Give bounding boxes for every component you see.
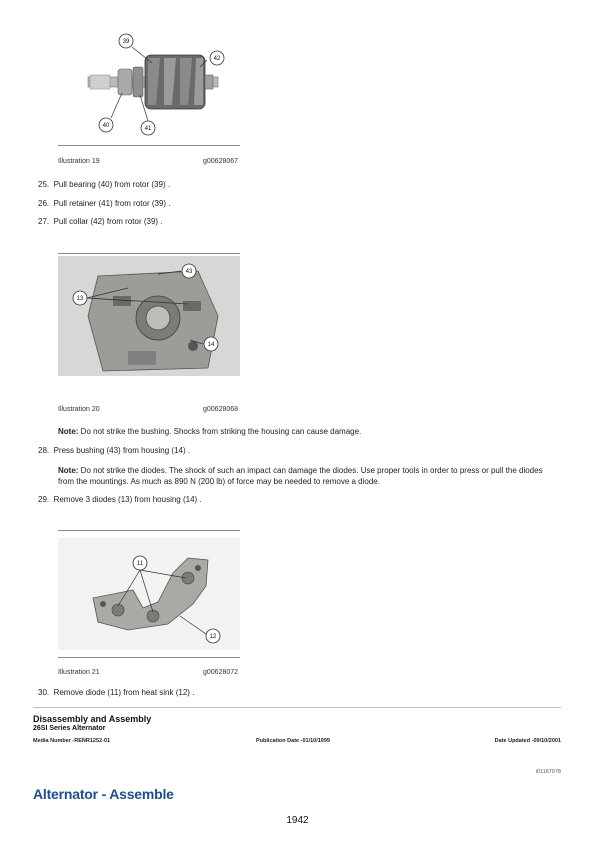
illustration-21-top-rule — [58, 530, 240, 531]
callout-43: 43 — [185, 269, 193, 275]
media-number: Media Number -RENR1252-01 — [33, 738, 111, 744]
callout-12: 12 — [209, 634, 217, 640]
illustration-20-code: g00628068 — [203, 406, 239, 413]
illustration-21-label: Illustration 21 — [58, 669, 100, 676]
section-subtitle: 26SI Series Alternator — [33, 725, 106, 732]
illustration-19-code: g00628067 — [203, 158, 239, 165]
step-27: 27. Pull collar (42) from rotor (39) . — [38, 217, 163, 226]
callout-11: 11 — [136, 561, 144, 567]
illustration-20-callouts — [58, 256, 240, 376]
callout-14: 14 — [207, 342, 215, 348]
illustration-20-label: Illustration 20 — [58, 406, 100, 413]
illustration-21-rule — [58, 657, 240, 658]
illustration-19-label: Illustration 19 — [58, 158, 100, 165]
step-26: 26. Pull retainer (41) from rotor (39) . — [38, 199, 171, 208]
page-number: 1942 — [286, 815, 309, 826]
callout-39: 39 — [122, 39, 130, 45]
note-diodes: Note: Do not strike the diodes. The shock of such an impact can damage the diodes. Use proper tools in order to press or pull the diodes from the mountings. As much as 890 N (200 lb) of force may be needed to remove a diode. — [58, 466, 543, 486]
illustration-21-callouts — [58, 538, 240, 650]
step-30: 30. Remove diode (11) from heat sink (12) . — [38, 688, 195, 697]
callout-13: 13 — [76, 296, 84, 302]
date-updated: Date Updated -09/10/2001 — [494, 738, 561, 744]
next-section-heading: Alternator - Assemble — [33, 786, 174, 802]
section-title: Disassembly and Assembly — [33, 714, 152, 724]
note-bushing: Note: Do not strike the bushing. Shocks from striking the housing can cause damage. — [58, 427, 362, 436]
callout-42: 42 — [213, 56, 221, 62]
callout-40: 40 — [102, 123, 110, 129]
callout-41: 41 — [144, 126, 152, 132]
section-divider — [33, 707, 561, 708]
publication-date: Publication Date -01/10/1999 — [256, 738, 330, 744]
illustration-21-code: g00628072 — [203, 669, 239, 676]
step-29: 29. Remove 3 diodes (13) from housing (14) . — [38, 495, 202, 504]
illustration-20-top-rule — [58, 253, 240, 254]
illustration-19-rule — [58, 145, 240, 146]
document-id: i01167078 — [535, 769, 561, 775]
step-25: 25. Pull bearing (40) from rotor (39) . — [38, 180, 171, 189]
illustration-19-callouts — [60, 25, 240, 140]
step-28: 28. Press bushing (43) from housing (14) . — [38, 446, 191, 455]
